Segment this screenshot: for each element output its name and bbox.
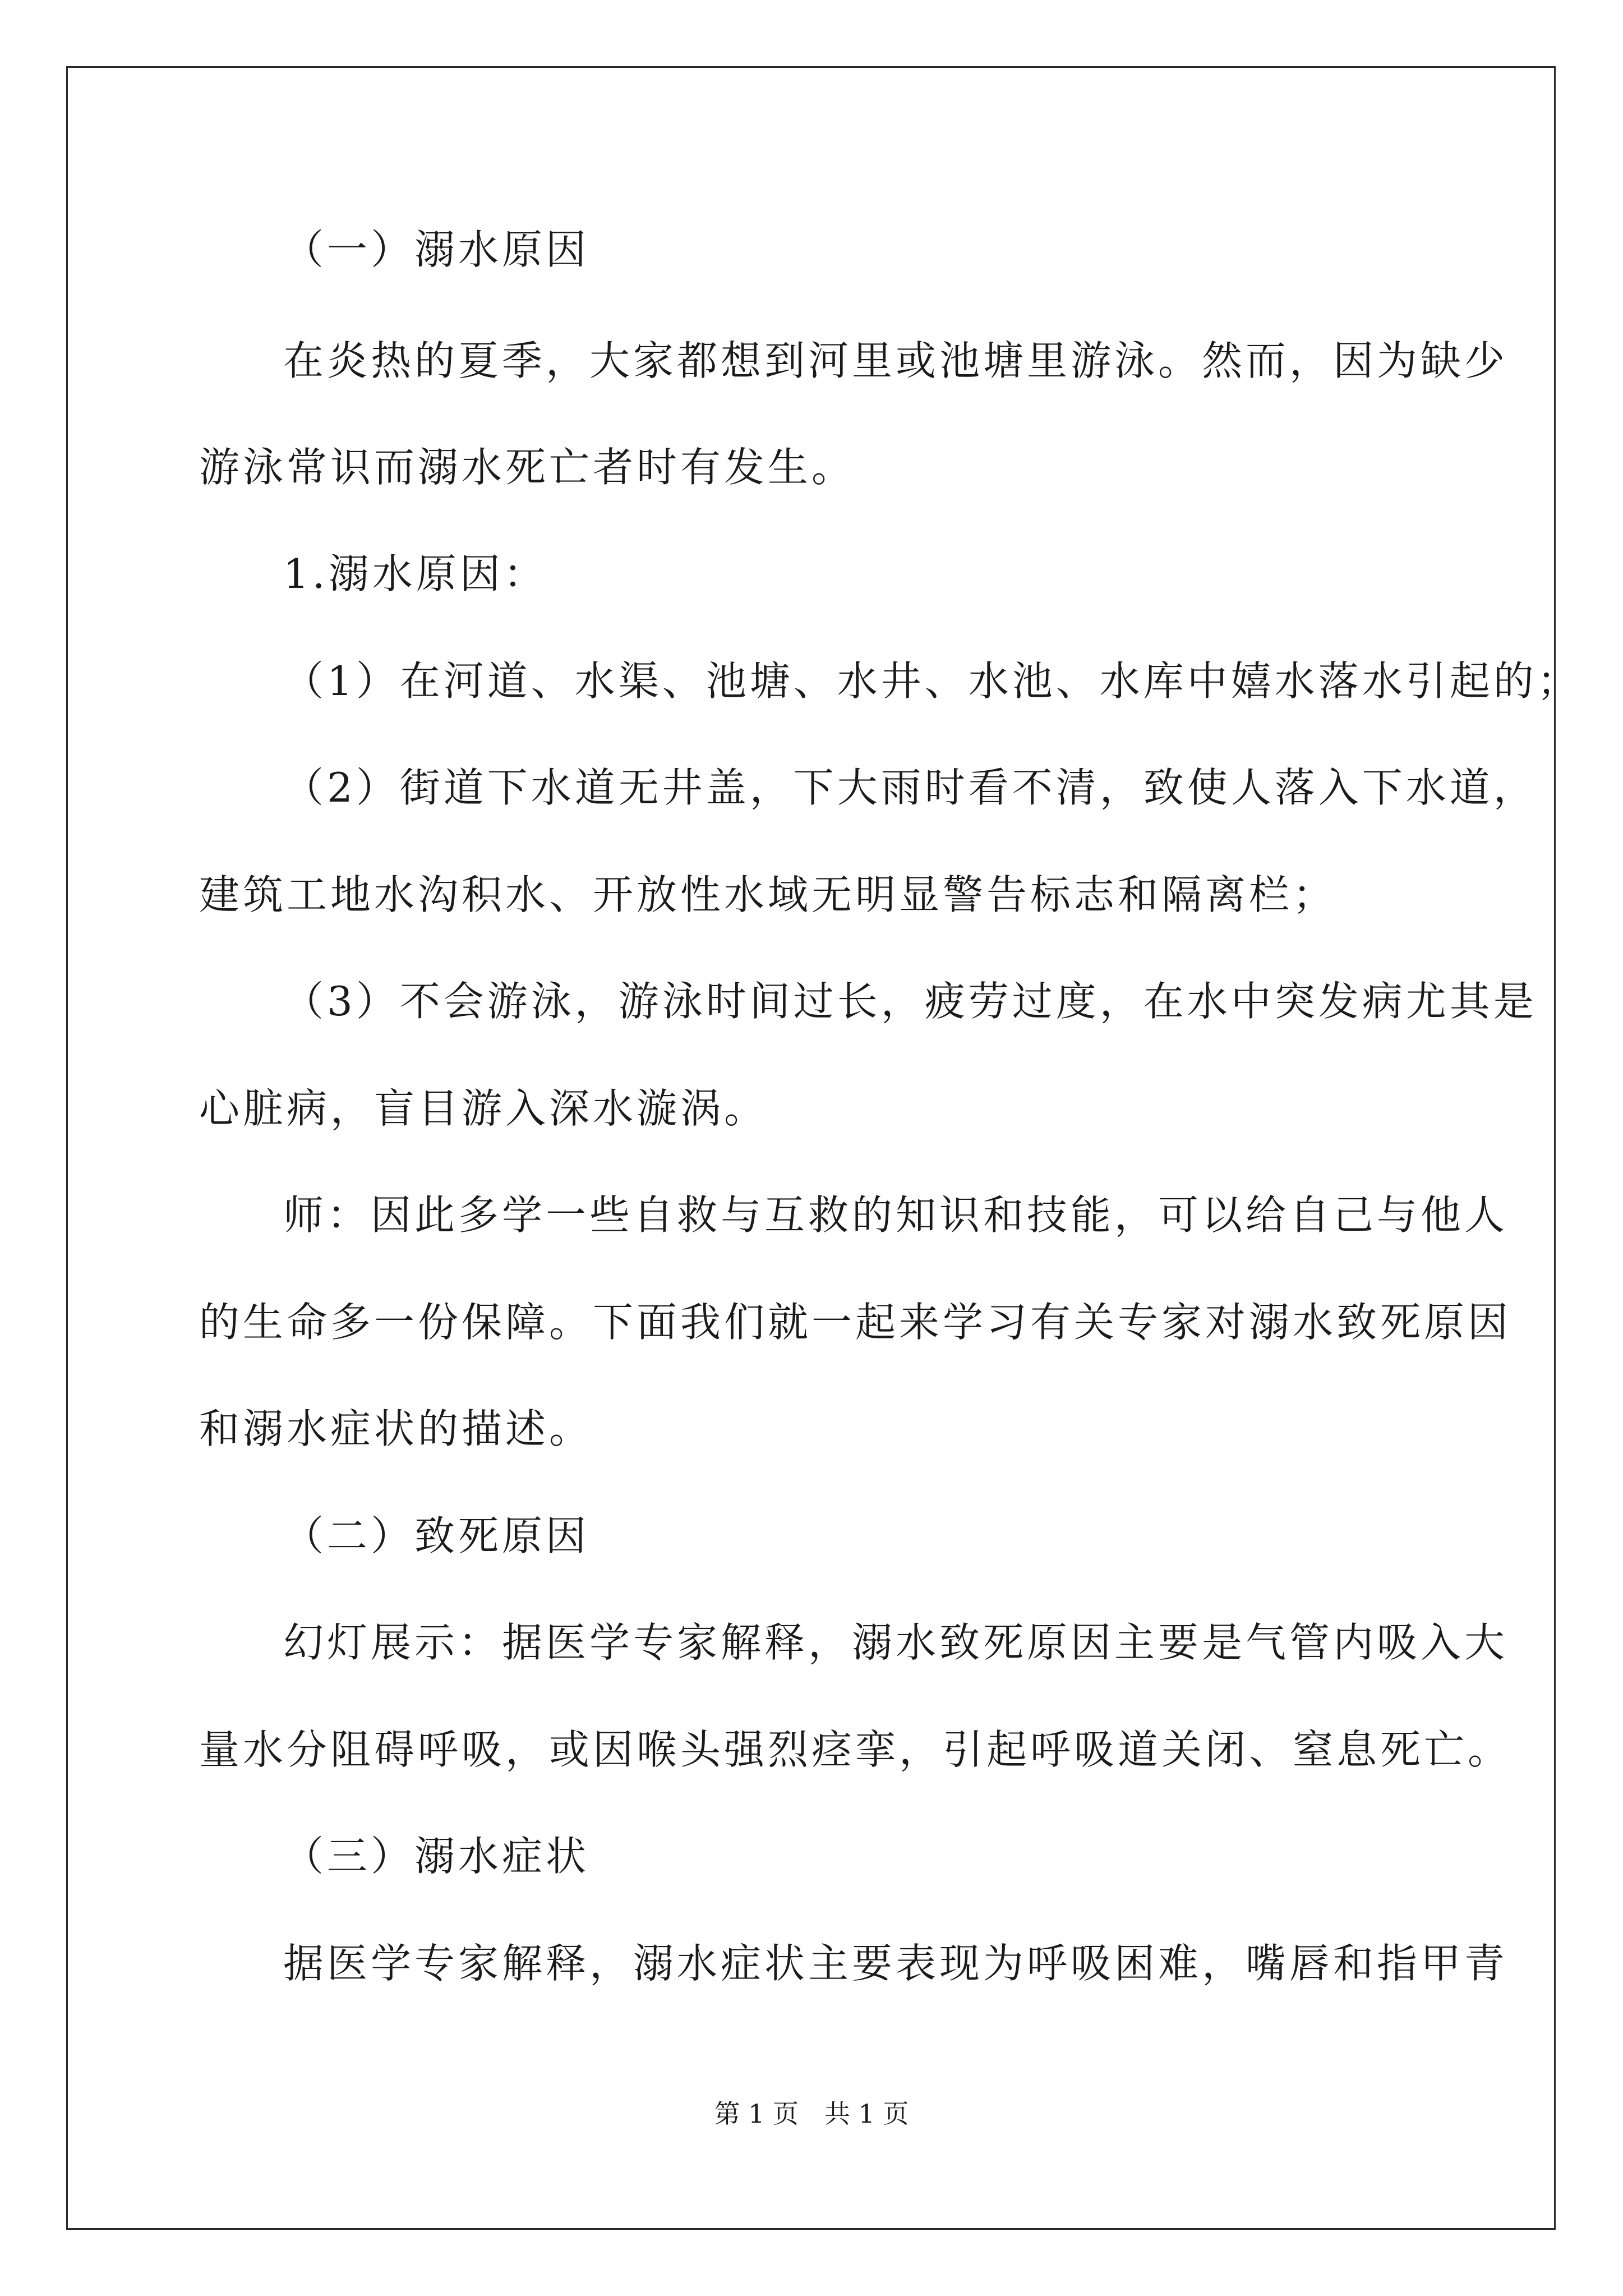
paragraph-line: 心脏病，盲目游入深水漩涡。: [199, 1085, 768, 1132]
list-item: （1）在河道、水渠、池塘、水井、水池、水库中嬉水落水引起的；: [283, 657, 1581, 705]
paragraph-line: 在炎热的夏季，大家都想到河里或池塘里游泳。然而，因为缺少: [283, 337, 1509, 384]
list-item: （3）不会游泳，游泳时间过长，疲劳过度，在水中突发病尤其是: [283, 978, 1537, 1025]
paragraph-line: 和溺水症状的描述。: [199, 1405, 593, 1452]
section-heading: （二）致死原因: [283, 1512, 590, 1559]
page-border: [66, 66, 1556, 2230]
paragraph-line: 师：因此多学一些自救与互救的知识和技能，可以给自己与他人: [283, 1191, 1509, 1239]
paragraph-line: 量水分阻碍呼吸，或因喉头强烈痉挛，引起呼吸道关闭、窒息死亡。: [199, 1726, 1512, 1773]
paragraph-line: 据医学专家解释，溺水症状主要表现为呼吸困难，嘴唇和指甲青: [283, 1940, 1509, 1987]
paragraph-line: 建筑工地水沟积水、开放性水域无明显警告标志和隔离栏；: [199, 871, 1337, 918]
paragraph-line: 的生命多一份保障。下面我们就一起来学习有关专家对溺水致死原因: [199, 1299, 1512, 1346]
list-item: （2）街道下水道无井盖，下大雨时看不清，致使人落入下水道，: [283, 764, 1537, 811]
section-heading: （一）溺水原因: [283, 226, 590, 273]
section-heading: （三）溺水症状: [283, 1833, 590, 1880]
paragraph-line: 幻灯展示：据医学专家解释，溺水致死原因主要是气管内吸入大: [283, 1619, 1509, 1666]
page-number-footer: 第 1 页 共 1 页: [714, 2099, 909, 2129]
list-heading: 1.溺水原因：: [283, 550, 547, 597]
paragraph-line: 游泳常识而溺水死亡者时有发生。: [199, 444, 856, 491]
